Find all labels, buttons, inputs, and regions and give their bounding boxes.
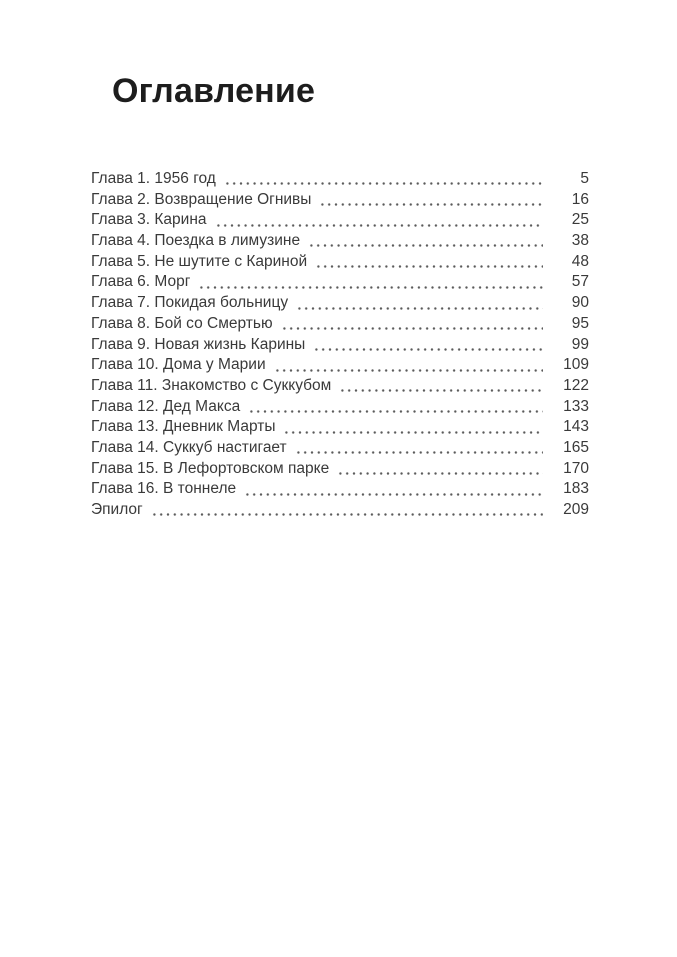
toc-entry-label: Глава 3. Карина bbox=[91, 211, 207, 229]
toc-page-number: 90 bbox=[571, 294, 589, 312]
toc-page-number: 5 bbox=[580, 170, 589, 187]
dot-leader bbox=[280, 314, 543, 335]
toc-page-number: 133 bbox=[563, 397, 589, 415]
toc-row bbox=[91, 314, 589, 335]
toc-row bbox=[91, 169, 589, 190]
toc-entry-label: Глава 5. Не шутите с Кариной bbox=[91, 252, 308, 270]
toc-entry-label: Глава 6. Морг bbox=[91, 273, 191, 291]
toc-page-number: 95 bbox=[571, 314, 589, 332]
toc-entry-label: Глава 8. Бой со Смертью bbox=[91, 314, 273, 332]
toc-page-number: 109 bbox=[563, 356, 589, 374]
toc-row bbox=[91, 190, 589, 211]
toc-list bbox=[91, 169, 589, 521]
toc-row bbox=[91, 417, 589, 438]
toc-entry-label: Глава 2. Возвращение Огнивы bbox=[91, 190, 312, 208]
dot-leader bbox=[214, 210, 543, 231]
toc-page-number: 38 bbox=[571, 232, 589, 250]
toc-page-number: 48 bbox=[571, 252, 589, 270]
toc-page-number: 183 bbox=[563, 480, 589, 498]
toc-row bbox=[91, 479, 589, 500]
toc-page-number: 170 bbox=[563, 459, 589, 477]
toc-page-number: 143 bbox=[563, 418, 589, 436]
toc-row bbox=[91, 335, 589, 356]
toc-entry-label: Глава 16. В тоннеле bbox=[91, 480, 237, 498]
dot-leader bbox=[294, 438, 543, 459]
toc-entry-label: Глава 9. Новая жизнь Карины bbox=[91, 335, 306, 353]
dot-leader bbox=[247, 397, 543, 418]
toc-page-number: 25 bbox=[571, 211, 589, 229]
toc-row bbox=[91, 293, 589, 314]
toc-row bbox=[91, 500, 589, 521]
dot-leader bbox=[223, 169, 543, 190]
dot-leader bbox=[273, 355, 543, 376]
toc-entry-label: Глава 1. 1956 год bbox=[91, 170, 216, 187]
toc-row bbox=[91, 376, 589, 397]
dot-leader bbox=[307, 231, 543, 252]
dot-leader bbox=[282, 417, 543, 438]
toc-page-number: 122 bbox=[563, 376, 589, 394]
toc-entry-label: Эпилог bbox=[91, 501, 143, 518]
dot-leader bbox=[197, 272, 543, 293]
toc-row bbox=[91, 210, 589, 231]
toc-row bbox=[91, 272, 589, 293]
toc-row bbox=[91, 355, 589, 376]
dot-leader bbox=[243, 479, 543, 500]
toc-page-number: 99 bbox=[571, 335, 589, 353]
toc-row bbox=[91, 438, 589, 459]
dot-leader bbox=[314, 252, 543, 273]
toc-entry-label: Глава 11. Знакомство с Суккубом bbox=[91, 376, 332, 394]
toc-row bbox=[91, 231, 589, 252]
toc-page-number: 16 bbox=[571, 190, 589, 208]
toc-page-number: 57 bbox=[571, 273, 589, 291]
toc-entry-label: Глава 13. Дневник Марты bbox=[91, 418, 276, 436]
dot-leader bbox=[295, 293, 543, 314]
dot-leader bbox=[336, 459, 543, 480]
toc-row bbox=[91, 459, 589, 480]
toc-page-number: 165 bbox=[563, 438, 589, 456]
toc-row bbox=[91, 252, 589, 273]
toc-row bbox=[91, 397, 589, 418]
toc-entry-label: Глава 14. Суккуб настигает bbox=[91, 438, 287, 456]
dot-leader bbox=[312, 335, 543, 356]
dot-leader bbox=[150, 500, 543, 521]
toc-entry-label: Глава 4. Поездка в лимузине bbox=[91, 232, 301, 250]
toc-entry-label: Глава 15. В Лефортовском парке bbox=[91, 459, 330, 477]
toc-page-number: 209 bbox=[563, 501, 589, 518]
page-title: Оглавление bbox=[112, 72, 316, 110]
toc-entry-label: Глава 10. Дома у Марии bbox=[91, 356, 266, 374]
toc-entry-label: Глава 7. Покидая больницу bbox=[91, 294, 289, 312]
toc-entry-label: Глава 12. Дед Макса bbox=[91, 397, 241, 415]
dot-leader bbox=[318, 190, 543, 211]
dot-leader bbox=[338, 376, 543, 397]
